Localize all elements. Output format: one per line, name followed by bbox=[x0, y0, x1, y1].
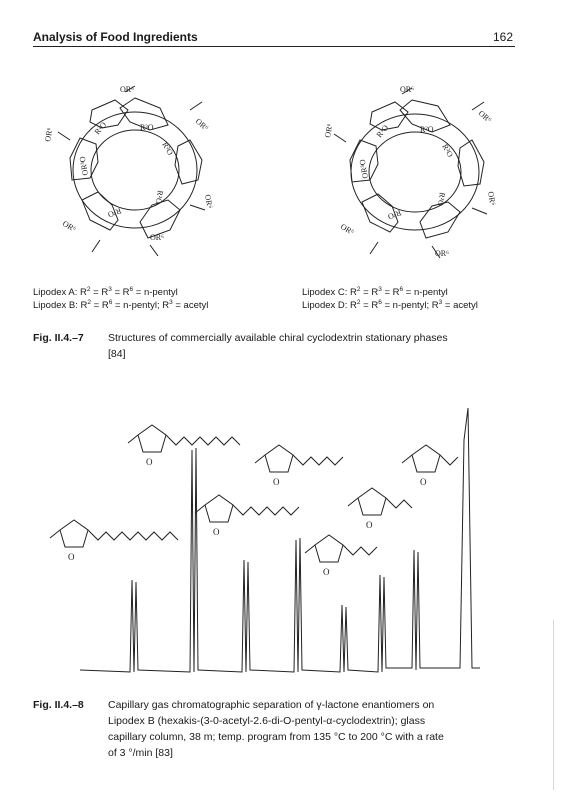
svg-text:R²O: R²O bbox=[106, 206, 123, 220]
cyclodextrin-structures-figure bbox=[40, 80, 530, 270]
lactone-structure-7 bbox=[402, 445, 458, 487]
svg-text:OR⁶: OR⁶ bbox=[323, 123, 335, 139]
svg-text:OR⁶: OR⁶ bbox=[203, 193, 215, 210]
lactone-structure-3 bbox=[255, 445, 343, 487]
svg-text:R³O: R³O bbox=[374, 123, 391, 140]
lactone-structures bbox=[50, 425, 458, 577]
header-rule bbox=[33, 46, 515, 47]
svg-text:OR⁶: OR⁶ bbox=[400, 85, 414, 94]
lipodex-b-line: Lipodex B: $R^2 = R^6$ = n-pentyl; $R^3$ = acetyl bbox=[33, 299, 209, 311]
lipodex-d-line: Lipodex D: $R^2 = R^6$ = n-pentyl; $R^3$ = acetyl bbox=[302, 299, 478, 311]
caption-line: Structures of commercially available chiral cyclodextrin stationary phases bbox=[108, 332, 448, 344]
lactone-structure-1 bbox=[50, 520, 178, 562]
chromatogram-trace bbox=[80, 408, 480, 672]
figure-7-label: Fig. II.4.–7 bbox=[33, 332, 84, 344]
svg-text:OR⁶: OR⁶ bbox=[193, 116, 211, 133]
lipodex-legend-left bbox=[33, 286, 293, 312]
figure-7-caption-text bbox=[108, 330, 448, 362]
svg-text:OR⁶: OR⁶ bbox=[435, 249, 449, 258]
svg-text:O: O bbox=[146, 457, 153, 467]
lactone-structure-5 bbox=[305, 535, 377, 577]
caption-line: [84] bbox=[108, 348, 126, 360]
figure-8-label: Fig. II.4.–8 bbox=[33, 699, 84, 711]
lipodex-legend-right bbox=[302, 286, 542, 312]
svg-text:O: O bbox=[273, 477, 280, 487]
svg-text:R²O: R²O bbox=[440, 142, 455, 159]
page-number: 162 bbox=[492, 30, 513, 44]
svg-text:O: O bbox=[213, 527, 220, 537]
svg-text:O: O bbox=[366, 520, 373, 530]
svg-text:O: O bbox=[420, 477, 427, 487]
svg-text:O: O bbox=[68, 552, 75, 562]
svg-text:R³O: R³O bbox=[140, 123, 154, 132]
lactone-structure-6 bbox=[348, 488, 412, 530]
figure-8-caption-text bbox=[108, 697, 444, 761]
caption-line: of 3 °/min [83] bbox=[108, 747, 173, 759]
cyclodextrin-structure-right bbox=[334, 88, 487, 258]
svg-text:OR⁶: OR⁶ bbox=[486, 190, 498, 207]
caption-line: Lipodex B (hexakis-(3-0-acetyl-2.6-di-O-pentyl-α-cyclodextrin); glass bbox=[108, 715, 426, 727]
figure-7-caption bbox=[33, 330, 517, 366]
figure-8-caption bbox=[33, 697, 517, 777]
lactone-structure-4 bbox=[195, 495, 299, 537]
caption-line: capillary column, 38 m; temp. program from 135 °C to 200 °C with a rate bbox=[108, 731, 444, 743]
svg-text:R²O: R²O bbox=[386, 208, 403, 222]
svg-text:R²O: R²O bbox=[420, 125, 434, 134]
lactone-structure-2 bbox=[128, 425, 240, 467]
caption-line: Capillary gas chromatographic separation of γ-lactone enantiomers on bbox=[108, 699, 435, 711]
running-title: Analysis of Food Ingredients bbox=[33, 30, 198, 44]
structure-labels-left bbox=[43, 85, 214, 242]
svg-text:R²O: R²O bbox=[92, 120, 109, 137]
svg-text:OR³O: OR³O bbox=[77, 155, 90, 177]
svg-text:OR⁶: OR⁶ bbox=[339, 221, 356, 237]
svg-text:O: O bbox=[323, 567, 330, 577]
lipodex-c-line: Lipodex C: $R^2 = R^3 = R^6$ = n-pentyl bbox=[302, 286, 448, 298]
svg-text:OR⁶: OR⁶ bbox=[120, 85, 134, 94]
svg-text:R²O: R²O bbox=[160, 140, 175, 157]
chromatogram-figure bbox=[40, 400, 510, 685]
structure-labels-right bbox=[323, 85, 497, 258]
svg-text:OR⁶: OR⁶ bbox=[150, 233, 164, 242]
svg-text:R²O: R²O bbox=[435, 191, 447, 207]
lipodex-a-line: Lipodex A: $R^2 = R^3 = R^6$ = n-pentyl bbox=[33, 286, 178, 298]
svg-text:OR³O: OR³O bbox=[357, 158, 370, 180]
svg-text:OR⁶: OR⁶ bbox=[43, 127, 55, 143]
scan-margin-line bbox=[553, 620, 554, 790]
svg-text:OR⁶: OR⁶ bbox=[61, 218, 78, 234]
svg-text:OR⁶: OR⁶ bbox=[476, 108, 494, 125]
svg-text:R²O: R²O bbox=[153, 189, 165, 205]
running-head bbox=[33, 30, 513, 46]
